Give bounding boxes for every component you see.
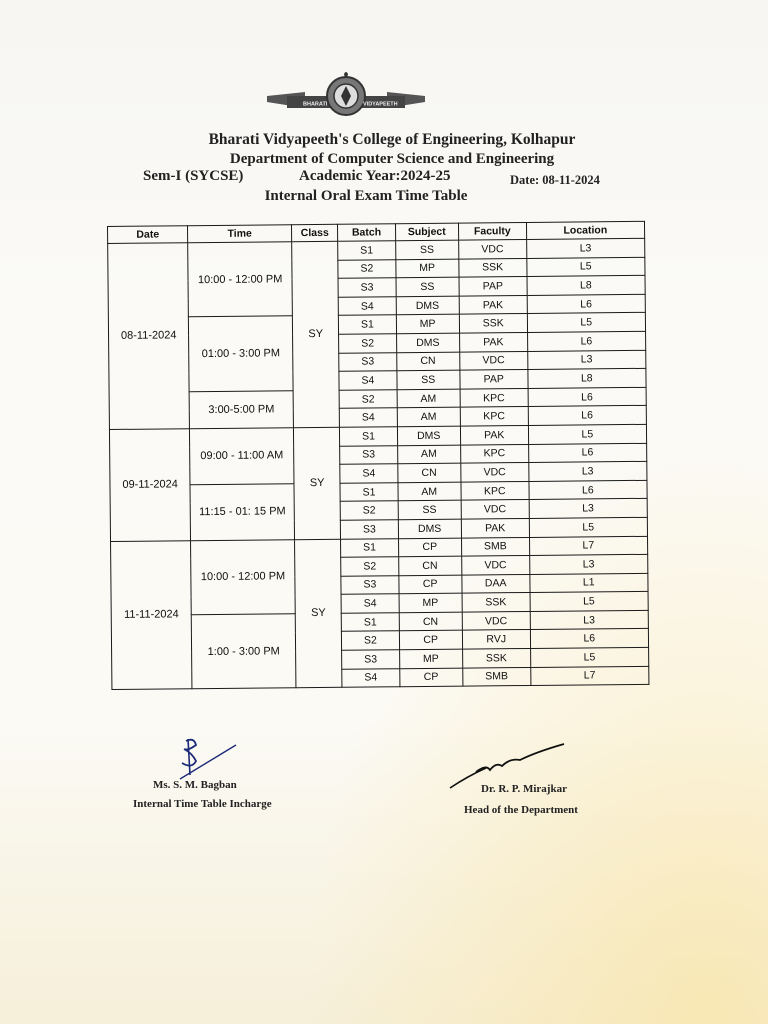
left-signatory-role: Internal Time Table Incharge (133, 798, 272, 810)
batch-cell: S1 (341, 538, 398, 557)
faculty-cell: VDC (461, 500, 529, 519)
signature-bagban (176, 735, 242, 785)
batch-cell: S1 (342, 613, 399, 632)
batch-cell: S2 (338, 259, 395, 278)
faculty-cell: PAP (460, 370, 528, 389)
subject-cell: SS (398, 500, 462, 519)
batch-cell: S3 (340, 445, 397, 464)
subject-cell: MP (399, 593, 463, 612)
subject-cell: DMS (396, 333, 460, 352)
batch-cell: S1 (340, 427, 397, 446)
subject-cell: CN (399, 612, 463, 631)
subject-cell: DMS (398, 519, 462, 538)
subject-cell: AM (397, 389, 461, 408)
class-cell: SY (294, 539, 342, 688)
faculty-cell: SMB (463, 667, 531, 686)
column-header: Subject (395, 223, 459, 241)
column-header: Date (108, 226, 188, 244)
class-cell: SY (293, 427, 341, 539)
subject-cell: CP (398, 538, 462, 557)
logo-text-left: BHARATI (303, 101, 328, 108)
time-cell: 10:00 - 12:00 PM (191, 539, 295, 614)
right-signatory-name: Dr. R. P. Mirajkar (481, 783, 567, 795)
subject-cell: CP (399, 668, 463, 687)
batch-cell: S3 (338, 278, 395, 297)
faculty-cell: SSK (459, 314, 527, 333)
faculty-cell: SSK (462, 593, 530, 612)
faculty-cell: SSK (459, 258, 527, 277)
location-cell: L6 (528, 406, 647, 426)
college-name: Bharati Vidyapeeth's College of Engineering, Kolhapur (208, 131, 576, 148)
location-cell: L6 (528, 387, 647, 407)
faculty-cell: PAK (461, 518, 529, 537)
faculty-cell: PAK (459, 295, 527, 314)
timetable (107, 221, 649, 690)
time-cell: 01:00 - 3:00 PM (189, 316, 293, 391)
subject-cell: MP (396, 314, 460, 333)
faculty-cell: SMB (461, 537, 529, 556)
location-cell: L6 (528, 443, 647, 463)
subject-cell: SS (396, 370, 460, 389)
location-cell: L3 (527, 350, 646, 370)
batch-cell: S3 (342, 650, 399, 669)
right-signatory-role: Head of the Department (464, 804, 578, 816)
time-cell: 11:15 - 01: 15 PM (190, 483, 294, 540)
time-cell: 09:00 - 11:00 AM (190, 428, 294, 485)
time-cell: 10:00 - 12:00 PM (188, 242, 292, 317)
subject-cell: DMS (397, 426, 461, 445)
batch-cell: S4 (340, 464, 397, 483)
location-cell: L6 (529, 480, 648, 500)
college-logo (265, 72, 427, 120)
faculty-cell: KPC (460, 407, 528, 426)
location-cell: L3 (526, 238, 645, 258)
date-cell: 08-11-2024 (108, 243, 190, 430)
faculty-cell: VDC (462, 611, 530, 630)
faculty-cell: SSK (463, 649, 531, 668)
batch-cell: S3 (341, 520, 398, 539)
location-cell: L6 (530, 629, 649, 649)
subject-cell: CN (397, 463, 461, 482)
faculty-cell: VDC (459, 239, 527, 258)
batch-cell: S1 (339, 315, 396, 334)
column-header: Time (188, 225, 292, 243)
logo-text-right: VIDYAPEETH (363, 101, 398, 108)
column-header: Class (291, 224, 338, 241)
batch-cell: S1 (338, 241, 395, 260)
subject-cell: SS (395, 240, 459, 259)
issue-date: Date: 08-11-2024 (510, 173, 600, 187)
document-title: Internal Oral Exam Time Table (264, 188, 468, 204)
location-cell: L5 (530, 592, 649, 612)
column-header: Location (526, 221, 645, 239)
left-signatory-name: Ms. S. M. Bagban (153, 779, 237, 791)
location-cell: L7 (529, 536, 648, 556)
academic-year: Academic Year:2024-25 (299, 168, 451, 184)
batch-cell: S2 (341, 501, 398, 520)
subject-cell: CP (398, 575, 462, 594)
subject-cell: CN (398, 556, 462, 575)
location-cell: L7 (530, 666, 649, 686)
date-cell: 09-11-2024 (109, 429, 190, 541)
faculty-cell: RVJ (462, 630, 530, 649)
faculty-cell: PAP (459, 277, 527, 296)
batch-cell: S2 (341, 557, 398, 576)
subject-cell: MP (395, 259, 459, 278)
faculty-cell: PAK (460, 425, 528, 444)
faculty-cell: VDC (461, 463, 529, 482)
column-header: Faculty (458, 222, 526, 240)
location-cell: L8 (527, 368, 646, 388)
location-cell: L3 (529, 554, 648, 574)
batch-cell: S4 (339, 297, 396, 316)
location-cell: L3 (528, 461, 647, 481)
faculty-cell: VDC (462, 556, 530, 575)
faculty-cell: VDC (460, 351, 528, 370)
faculty-cell: KPC (461, 481, 529, 500)
subject-cell: DMS (396, 296, 460, 315)
faculty-cell: KPC (460, 388, 528, 407)
location-cell: L5 (527, 313, 646, 333)
subject-cell: MP (399, 649, 463, 668)
column-header: Batch (338, 224, 395, 242)
batch-cell: S2 (342, 631, 399, 650)
location-cell: L8 (527, 276, 646, 296)
subject-cell: AM (397, 445, 461, 464)
subject-cell: SS (396, 277, 460, 296)
subject-cell: CN (396, 352, 460, 371)
batch-cell: S4 (342, 668, 399, 687)
location-cell: L1 (529, 573, 648, 593)
faculty-cell: PAK (459, 332, 527, 351)
subject-cell: AM (397, 482, 461, 501)
location-cell: L6 (527, 294, 646, 314)
faculty-cell: DAA (462, 574, 530, 593)
time-cell: 3:00-5:00 PM (189, 390, 293, 428)
class-cell: SY (292, 241, 340, 427)
location-cell: L3 (529, 499, 648, 519)
batch-cell: S2 (340, 389, 397, 408)
batch-cell: S4 (341, 594, 398, 613)
faculty-cell: KPC (461, 444, 529, 463)
location-cell: L5 (530, 647, 649, 667)
batch-cell: S2 (339, 334, 396, 353)
location-cell: L5 (526, 257, 645, 277)
department-name: Department of Computer Science and Engineering (229, 151, 555, 167)
date-cell: 11-11-2024 (111, 540, 193, 690)
location-cell: L5 (529, 517, 648, 537)
batch-cell: S3 (341, 575, 398, 594)
batch-cell: S4 (339, 371, 396, 390)
batch-cell: S1 (340, 482, 397, 501)
time-cell: 1:00 - 3:00 PM (192, 614, 296, 689)
batch-cell: S4 (340, 408, 397, 427)
batch-cell: S3 (339, 352, 396, 371)
location-cell: L5 (528, 424, 647, 444)
location-cell: L6 (527, 331, 646, 351)
location-cell: L3 (530, 610, 649, 630)
subject-cell: AM (397, 407, 461, 426)
semester-label: Sem-I (SYCSE) (143, 168, 244, 184)
subject-cell: CP (399, 631, 463, 650)
